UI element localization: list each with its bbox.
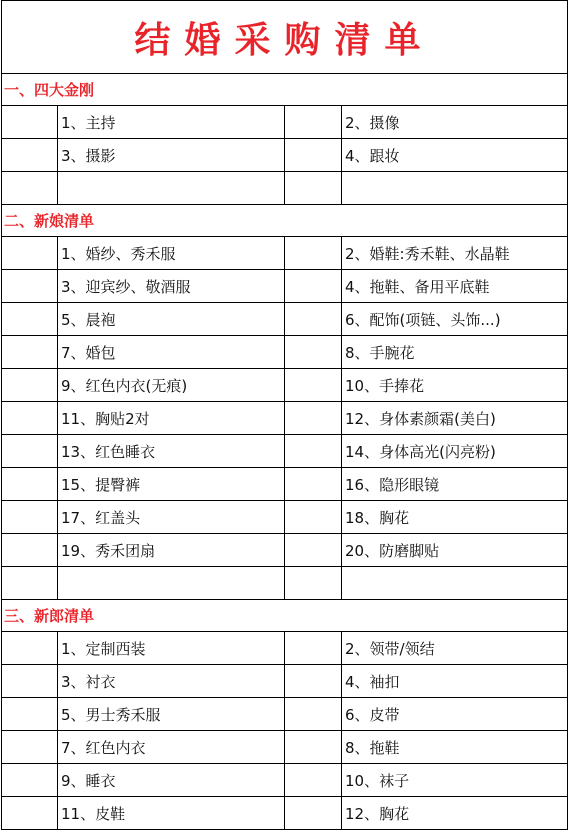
empty-cell xyxy=(285,632,342,664)
empty-cell xyxy=(285,336,342,368)
empty-cell xyxy=(2,731,58,763)
table-row xyxy=(2,172,567,205)
empty-cell xyxy=(285,303,342,335)
item-cell-left: 3、迎宾纱、敬酒服 xyxy=(58,270,285,302)
item-cell-right: 16、隐形眼镜 xyxy=(345,475,440,494)
table-row xyxy=(2,731,567,764)
table-row xyxy=(2,237,567,270)
item-cell-right: 20、防磨脚贴 xyxy=(345,541,440,560)
empty-cell xyxy=(2,435,58,467)
empty-cell xyxy=(285,501,342,533)
empty-cell xyxy=(2,237,58,269)
empty-cell xyxy=(285,369,342,401)
item-cell-right: 4、袖扣 xyxy=(345,672,400,691)
table-row xyxy=(2,501,567,534)
item-cell-right: 2、摄像 xyxy=(345,113,400,132)
empty-cell xyxy=(2,336,58,368)
table-row xyxy=(2,665,567,698)
empty-cell xyxy=(2,106,58,138)
item-cell-left: 7、婚包 xyxy=(58,336,285,368)
item-cell-left: 9、红色内衣(无痕) xyxy=(58,369,285,401)
sections-container xyxy=(2,74,567,830)
empty-cell xyxy=(285,731,342,763)
page-title: 结婚采购清单 xyxy=(134,19,435,61)
section-heading-row xyxy=(2,74,567,106)
table-row xyxy=(2,698,567,731)
table-row xyxy=(2,402,567,435)
table-row xyxy=(2,369,567,402)
item-cell-right xyxy=(342,172,567,204)
empty-cell xyxy=(285,698,342,730)
empty-cell xyxy=(2,665,58,697)
table-row xyxy=(2,270,567,303)
empty-cell xyxy=(285,270,342,302)
item-cell-left: 9、睡衣 xyxy=(58,764,285,796)
table-row xyxy=(2,567,567,600)
section-heading: 三、新郎清单 xyxy=(4,607,95,625)
empty-cell xyxy=(285,567,342,599)
empty-cell xyxy=(285,797,342,829)
item-cell-right: 18、胸花 xyxy=(345,508,410,527)
empty-cell xyxy=(2,797,58,829)
item-cell-right: 4、跟妆 xyxy=(345,146,400,165)
table-row xyxy=(2,303,567,336)
empty-cell xyxy=(2,468,58,500)
item-cell-right: 6、配饰(项链、头饰...) xyxy=(345,310,501,329)
empty-cell xyxy=(285,402,342,434)
section-heading-row xyxy=(2,205,567,237)
item-cell-left: 17、红盖头 xyxy=(58,501,285,533)
section-heading-row xyxy=(2,600,567,632)
empty-cell xyxy=(2,764,58,796)
item-cell-right: 2、领带/领结 xyxy=(345,639,435,658)
empty-cell xyxy=(2,270,58,302)
item-cell-left: 3、衬衣 xyxy=(58,665,285,697)
section-heading: 一、四大金刚 xyxy=(4,81,95,99)
empty-cell xyxy=(2,139,58,171)
item-cell-left: 1、主持 xyxy=(58,106,285,138)
item-cell-left xyxy=(58,567,285,599)
section-heading: 二、新娘清单 xyxy=(4,212,95,230)
empty-cell xyxy=(2,534,58,566)
item-cell-left: 19、秀禾团扇 xyxy=(58,534,285,566)
item-cell-left: 1、定制西装 xyxy=(58,632,285,664)
item-cell-right: 8、手腕花 xyxy=(345,343,415,362)
empty-cell xyxy=(2,632,58,664)
empty-cell xyxy=(285,534,342,566)
empty-cell xyxy=(2,402,58,434)
table-row xyxy=(2,106,567,139)
table-row xyxy=(2,336,567,369)
item-cell-left: 13、红色睡衣 xyxy=(58,435,285,467)
item-cell-right: 6、皮带 xyxy=(345,705,400,724)
empty-cell xyxy=(2,172,58,204)
item-cell-right: 4、拖鞋、备用平底鞋 xyxy=(345,277,490,296)
table-row xyxy=(2,534,567,567)
empty-cell xyxy=(285,106,342,138)
empty-cell xyxy=(285,665,342,697)
item-cell-right: 12、身体素颜霜(美白) xyxy=(345,409,496,428)
item-cell-left: 3、摄影 xyxy=(58,139,285,171)
item-cell-left: 11、胸贴2对 xyxy=(58,402,285,434)
item-cell-right: 14、身体高光(闪亮粉) xyxy=(345,442,496,461)
item-cell-right: 8、拖鞋 xyxy=(345,738,400,757)
table-row xyxy=(2,139,567,172)
table-row xyxy=(2,764,567,797)
table-row xyxy=(2,632,567,665)
item-cell-right: 12、胸花 xyxy=(345,804,410,823)
empty-cell xyxy=(285,139,342,171)
item-cell-left: 5、晨袍 xyxy=(58,303,285,335)
empty-cell xyxy=(285,764,342,796)
empty-cell xyxy=(2,698,58,730)
item-cell-left xyxy=(58,172,285,204)
empty-cell xyxy=(2,369,58,401)
empty-cell xyxy=(2,501,58,533)
item-cell-right: 2、婚鞋:秀禾鞋、水晶鞋 xyxy=(345,244,510,263)
shopping-list-table xyxy=(1,0,568,830)
table-row xyxy=(2,435,567,468)
empty-cell xyxy=(285,435,342,467)
item-cell-left: 7、红色内衣 xyxy=(58,731,285,763)
item-cell-left: 5、男士秀禾服 xyxy=(58,698,285,730)
empty-cell xyxy=(285,468,342,500)
table-row xyxy=(2,468,567,501)
item-cell-right: 10、袜子 xyxy=(345,771,410,790)
empty-cell xyxy=(285,237,342,269)
item-cell-left: 1、婚纱、秀禾服 xyxy=(58,237,285,269)
title-row xyxy=(2,1,567,74)
item-cell-right xyxy=(342,567,567,599)
table-row xyxy=(2,797,567,830)
item-cell-left: 11、皮鞋 xyxy=(58,797,285,829)
empty-cell xyxy=(2,567,58,599)
empty-cell xyxy=(2,303,58,335)
empty-cell xyxy=(285,172,342,204)
item-cell-left: 15、提臀裤 xyxy=(58,468,285,500)
item-cell-right: 10、手捧花 xyxy=(345,376,425,395)
